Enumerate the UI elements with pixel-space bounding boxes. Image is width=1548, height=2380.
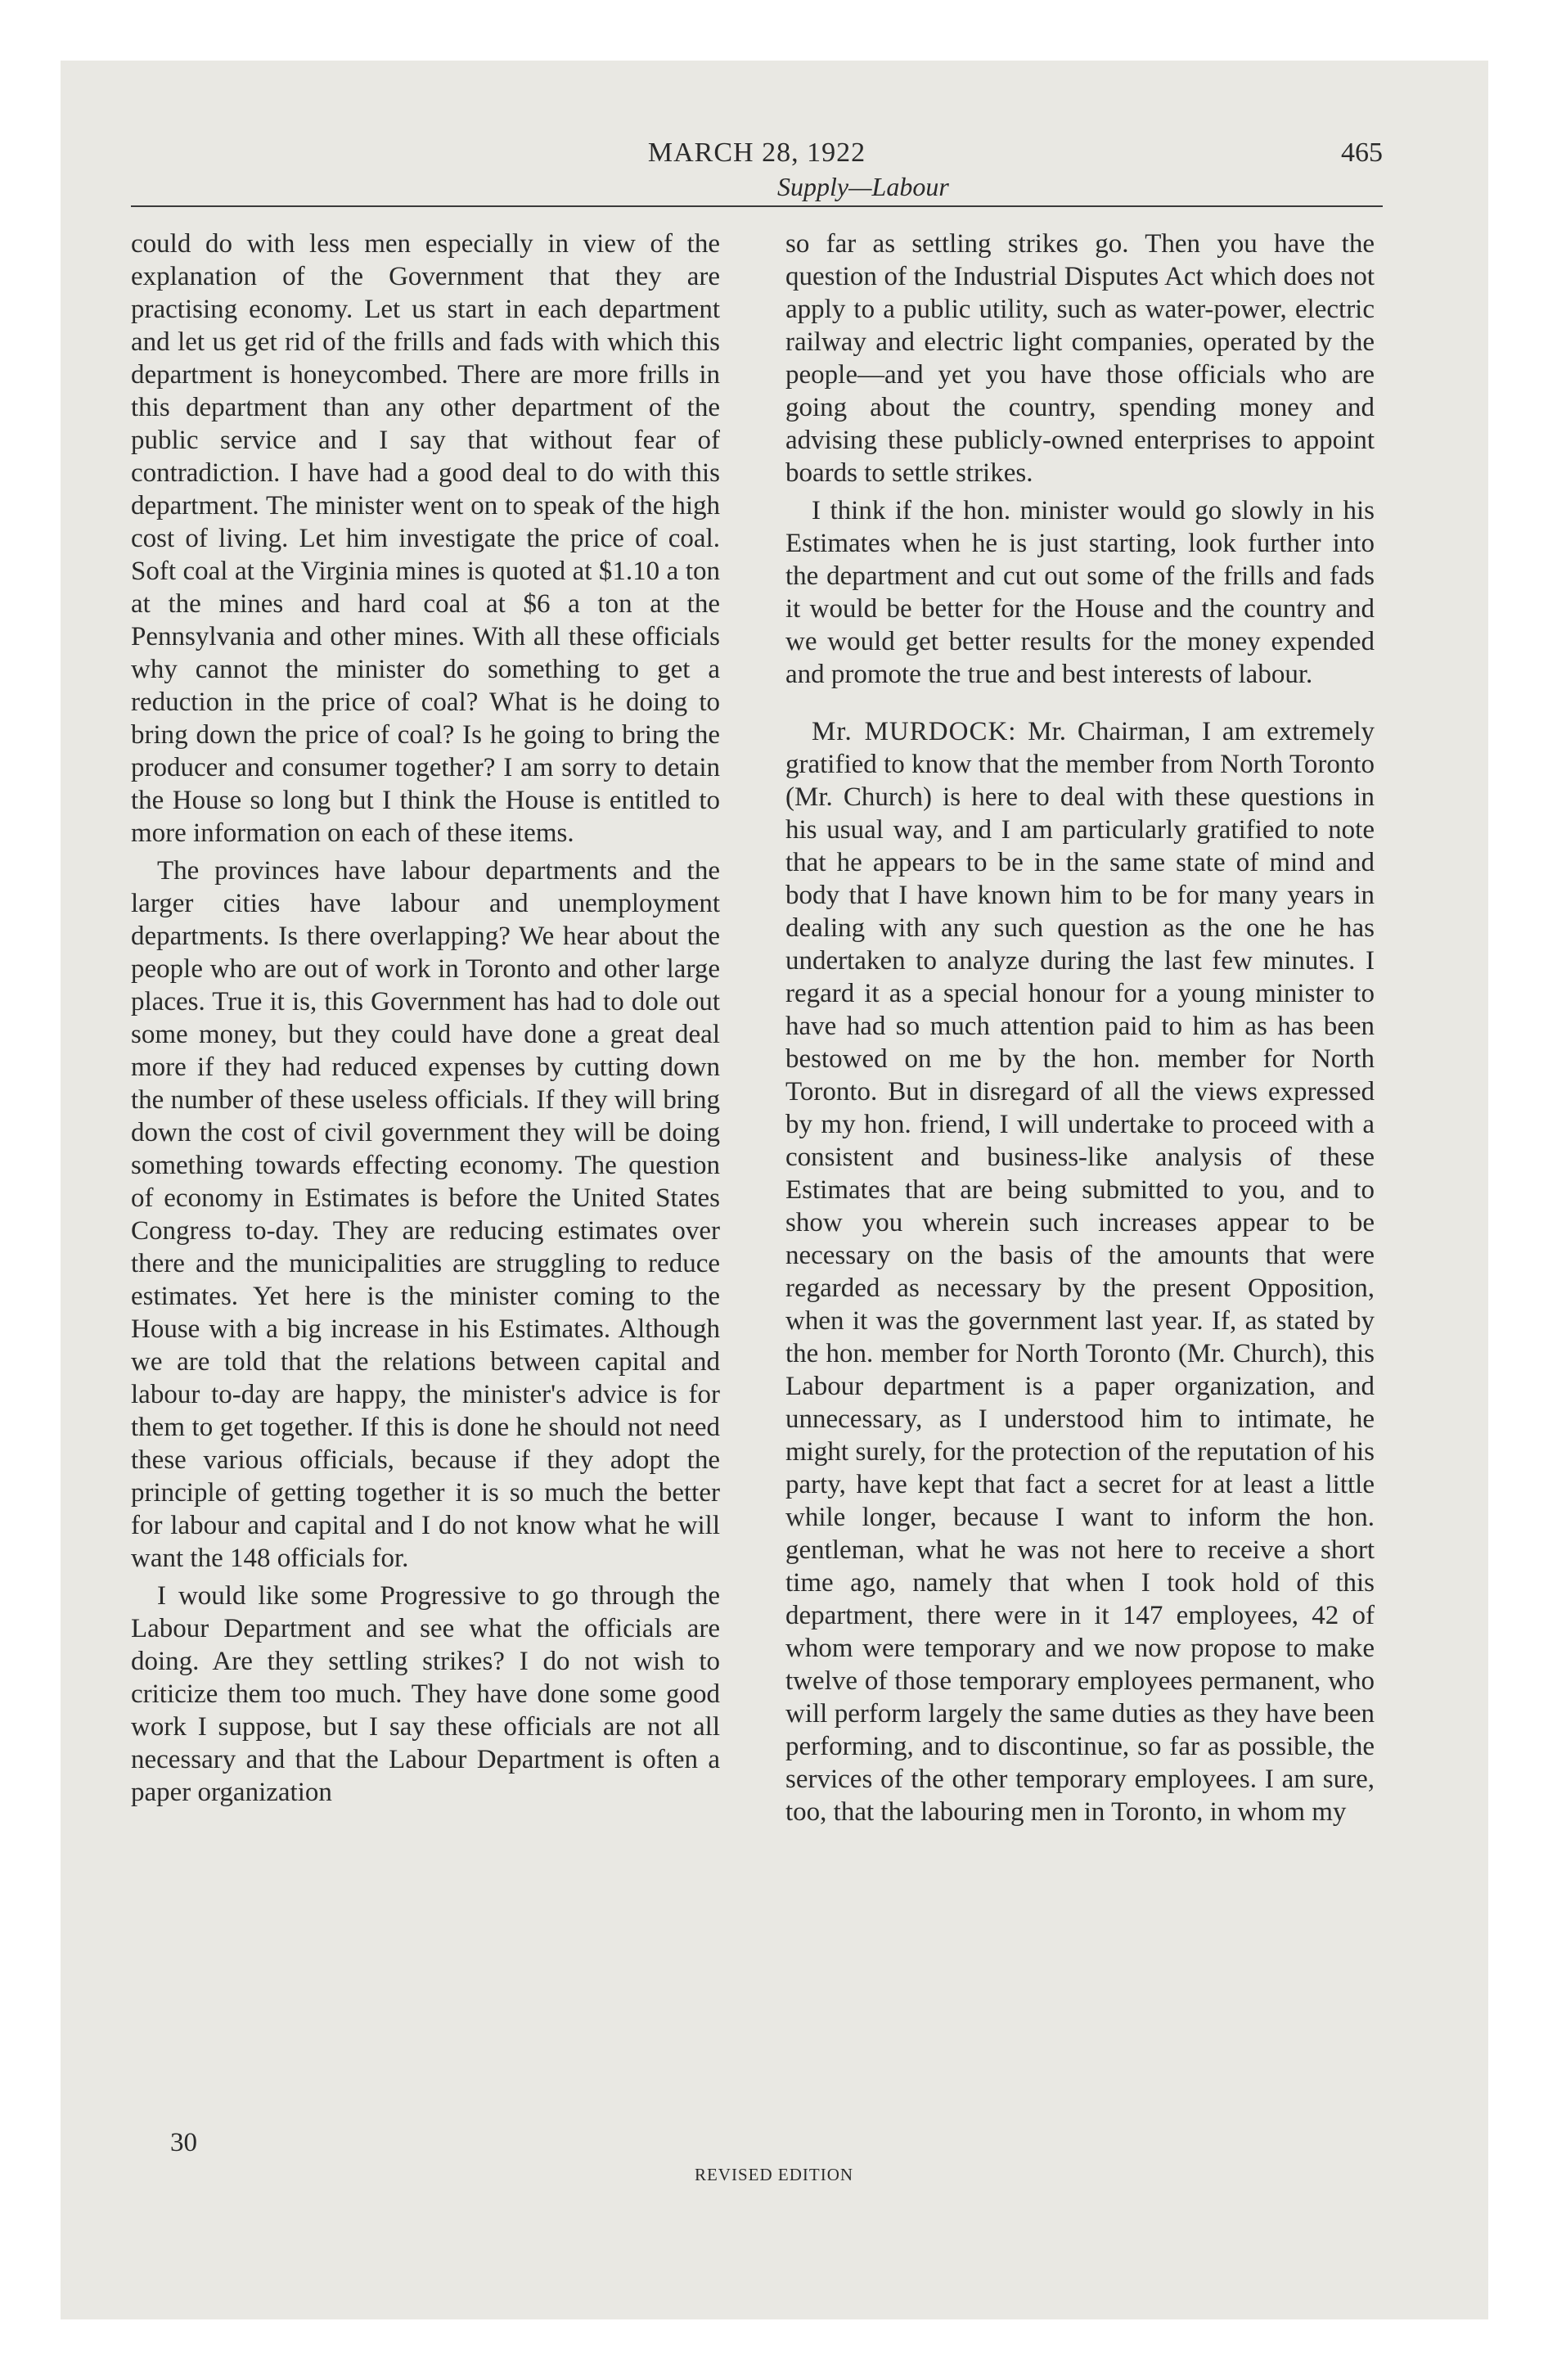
left-paragraph-1: could do with less men especially in view of the explanation of the Government that they are practising economy. Let us start in each department and let us get rid of the frills and fads with which this department is honeycombed. There are more frills in this department than any other department of the public service and I say that without fear of contradiction. I have had a good deal to do with this department. The minister went on to speak of the high cost of living. Let him investigate the price of coal. Soft coal at the Virginia mines is quoted at $1.10 a ton at the mines and hard coal at $6 a ton at the Pennsylvania and other mines. With all these officials why cannot the minister do something to get a reduction in the price of coal? What is he doing to bring down the price of coal? Is he going to bring the producer and consumer together? I am sorry to detain the House so long but I think the House is entitled to more information on each of these items.: [131, 229, 720, 848]
edition-footer: REVISED EDITION: [694, 2165, 854, 2184]
right-paragraph-2: I think if the hon. minister would go slowly in his Estimates when he is just starting, look further into the department and cut out some of the frills and fads it would be better for the House and the country and we would get better results for the money expended and promote the true and best interests of labour.: [785, 496, 1375, 689]
right-column: [785, 228, 1375, 1828]
page-number: 465: [1341, 137, 1383, 168]
left-paragraph-3: I would like some Progressive to go through the Labour Department and see what the officials are doing. Are they settling strikes? I do not wish to criticize them too much. They have done some good work I suppose, but I say these officials are not all necessary and that the Labour Department is often a paper organization: [131, 1581, 720, 1807]
speaker-name: Mr. MURDOCK:: [812, 717, 1017, 746]
speech-text: Mr. Chairman, I am extremely gratified to know that the member from North Toronto (Mr. Church) is here to deal with these questions in his usual way, and I am particularly gratified to note that he appears to be in the same state of mind and body that I have known him to be for many years in dealing with any such question as the one he has undertaken to analyze during the last few minutes. I regard it as a special honour for a young minister to have had so much attention paid to him as has been bestowed on me by the hon. member for North Toronto. But in disregard of all the views expressed by my hon. friend, I will undertake to proceed with a consistent and business-like analysis of these Estimates that are being submitted to you, and to show you wherein such increases appear to be necessary on the basis of the amounts that were regarded as necessary by the present Opposition, when it was the government last year. If, as stated by the hon. member for North Toronto (Mr. Church), this Labour department is a paper organization, and unnecessary, as I understood him to intimate, he might surely, for the protection of the reputation of his party, have kept that fact a secret for at least a little while longer, because I want to inform the hon. gentleman, what he was not here to receive a short time ago, namely that when I took hold of this department, there were in it 147 employees, 42 of whom were temporary and we now propose to make twelve of those temporary employees permanent, who will perform largely the same duties as they have been performing, and to discontinue, so far as possible, the services of the other temporary employees. I am sure, too, that the labouring men in Toronto, in whom my: [785, 717, 1375, 1827]
header-rule: [131, 205, 1383, 207]
left-column: [131, 228, 720, 1809]
left-paragraph-2: The provinces have labour departments and the larger cities have labour and unemployment departments. Is there overlapping? We hear about the people who are out of work in Toronto and other large places. True it is, this Government has had to dole out some money, but they could have done a great deal more if they had reduced expenses by cutting down the number of these useless officials. If they will bring down the cost of civil government they will be doing something towards effecting economy. The question of economy in Estimates is before the United States Congress to-day. They are reducing estimates over there and the municipalities are struggling to reduce estimates. Yet here is the minister coming to the House with a big increase in his Estimates. Although we are told that the relations between capital and labour to-day are happy, the minister's advice is for them to get together. If this is done he should not need these various officials, because if they adopt the principle of getting together it is so much the better for labour and capital and I do not know what he will want the 148 officials for.: [131, 856, 720, 1573]
page-header: [131, 131, 1383, 205]
right-paragraph-1: so far as settling strikes go. Then you have the question of the Industrial Disputes Act which does not apply to a public utility, such as water-power, electric railway and electric light companies, operated by the people—and yet you have those officials who are going about the country, spending money and advising these publicly-owned enterprises to appoint boards to settle strikes.: [785, 229, 1375, 488]
section-title: Supply—Labour: [777, 172, 949, 201]
signature-mark: 30: [170, 2128, 197, 2157]
speech-paragraph: [785, 715, 1375, 1828]
header-date: MARCH 28, 1922: [647, 137, 866, 168]
